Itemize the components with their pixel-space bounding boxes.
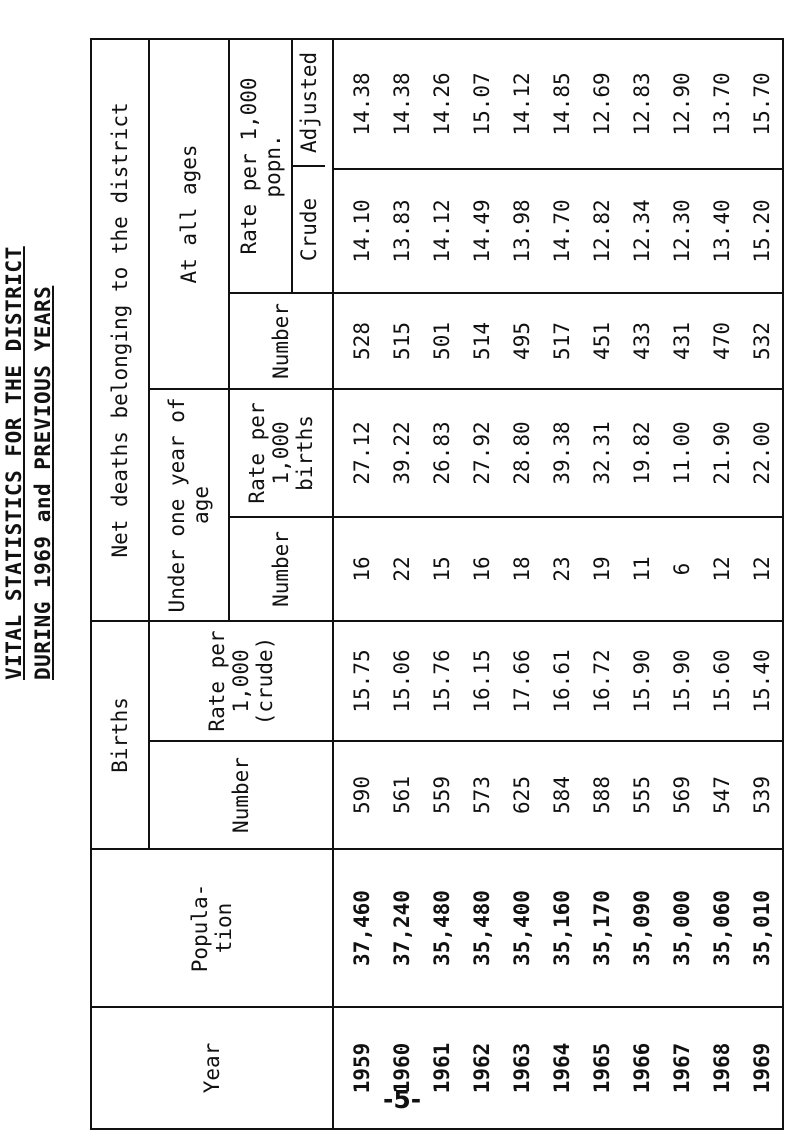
column-births-rate [333, 621, 783, 741]
table-cell-deaths-crude: 14.70 [550, 199, 574, 263]
table-cell-population: 37,240 [390, 890, 414, 966]
title-line-2: DURING 1969 and PREVIOUS YEARS [31, 285, 55, 680]
table-cell-births-number: 590 [350, 776, 374, 814]
table-cell-year: 1965 [590, 1042, 614, 1094]
table-cell-infant-number: 22 [390, 556, 414, 582]
table-cell-deaths-number: 514 [470, 322, 494, 360]
table-cell-population: 37,460 [350, 890, 374, 966]
column-births-number [333, 741, 783, 849]
table-cell-infant-number: 11 [630, 556, 654, 582]
table-cell-population: 35,090 [630, 890, 654, 966]
table-cell-year: 1961 [430, 1042, 454, 1094]
table-cell-deaths-adjusted: 14.85 [550, 72, 574, 136]
table-cell-deaths-number: 515 [390, 322, 414, 360]
table-cell-population: 35,160 [550, 890, 574, 966]
table-cell-deaths-number: 532 [750, 322, 774, 360]
header-births-number: Number [149, 741, 333, 849]
table-cell-births-number: 625 [510, 776, 534, 814]
table-cell-births-rate: 16.61 [550, 649, 574, 713]
table-cell-births-number: 569 [670, 776, 694, 814]
table-cell-deaths-number: 517 [550, 322, 574, 360]
table-cell-infant-rate: 22.00 [750, 421, 774, 485]
table-cell-deaths-adjusted: 14.38 [390, 72, 414, 136]
header-births-rate: Rate per 1,000 (crude) [149, 621, 333, 741]
table-cell-population: 35,480 [430, 890, 454, 966]
data-body-row [333, 39, 783, 1129]
table-cell-deaths-number: 528 [350, 322, 374, 360]
table-cell-deaths-adjusted: 12.90 [670, 72, 694, 136]
table-cell-infant-rate: 39.38 [550, 421, 574, 485]
column-infant-rate [333, 389, 783, 517]
column-population [333, 849, 783, 1007]
table-cell-births-rate: 15.90 [670, 649, 694, 713]
table-cell-deaths-adjusted: 15.70 [750, 72, 774, 136]
page-number: -5- [383, 1085, 422, 1114]
table-cell-births-rate: 15.76 [430, 649, 454, 713]
table-cell-births-rate: 15.40 [750, 649, 774, 713]
table-cell-deaths-crude: 15.20 [750, 199, 774, 263]
table-cell-deaths-crude: 12.30 [670, 199, 694, 263]
table-cell-births-rate: 15.90 [630, 649, 654, 713]
table-cell-deaths-crude: 14.10 [350, 199, 374, 263]
header-births: Births [91, 621, 149, 849]
table-cell-year: 1969 [750, 1042, 774, 1094]
table-cell-infant-rate: 28.80 [510, 421, 534, 485]
table-cell-deaths-adjusted: 14.38 [350, 72, 374, 136]
table-cell-year: 1962 [470, 1042, 494, 1094]
table-cell-deaths-adjusted: 12.83 [630, 72, 654, 136]
header-infant-number: Number [229, 517, 333, 621]
table-cell-births-number: 547 [710, 776, 734, 814]
table-cell-infant-rate: 26.83 [430, 421, 454, 485]
table-cell-deaths-crude: 14.49 [470, 199, 494, 263]
table-cell-deaths-number: 433 [630, 322, 654, 360]
table-cell-births-number: 584 [550, 776, 574, 814]
table-cell-population: 35,480 [470, 890, 494, 966]
header-deaths-number: Number [229, 293, 333, 389]
column-deaths-number [333, 293, 783, 389]
header-crude: Crude [293, 165, 325, 292]
table-cell-deaths-adjusted: 14.12 [510, 72, 534, 136]
table-cell-infant-number: 23 [550, 556, 574, 582]
table-cell-deaths-number: 431 [670, 322, 694, 360]
vital-statistics-table [90, 38, 784, 1130]
statistics-table-container [90, 40, 774, 1130]
table-cell-births-number: 561 [390, 776, 414, 814]
table-cell-deaths-crude: 13.98 [510, 199, 534, 263]
table-cell-infant-number: 16 [470, 556, 494, 582]
column-deaths-adjusted [333, 39, 783, 169]
table-cell-year: 1968 [710, 1042, 734, 1094]
table-cell-births-rate: 16.15 [470, 649, 494, 713]
table-cell-births-rate: 15.06 [390, 649, 414, 713]
header-adjusted: Adjusted [297, 51, 321, 154]
table-cell-population: 35,170 [590, 890, 614, 966]
table-cell-year: 1966 [630, 1042, 654, 1094]
header-all-ages: At all ages [149, 39, 229, 389]
table-cell-year: 1963 [510, 1042, 534, 1094]
table-cell-infant-rate: 11.00 [670, 421, 694, 485]
table-cell-year: 1967 [670, 1042, 694, 1094]
table-cell-infant-number: 18 [510, 556, 534, 582]
column-infant-number [333, 517, 783, 621]
table-cell-deaths-adjusted: 12.69 [590, 72, 614, 136]
header-population: Popula- tion [91, 849, 333, 1007]
table-cell-births-number: 539 [750, 776, 774, 814]
table-cell-year: 1964 [550, 1042, 574, 1094]
header-net-deaths: Net deaths belonging to the district [91, 39, 149, 621]
table-cell-infant-number: 15 [430, 556, 454, 582]
header-under-one-year: Under one year of age [149, 389, 229, 621]
table-cell-births-number: 588 [590, 776, 614, 814]
table-cell-infant-number: 16 [350, 556, 374, 582]
table-cell-infant-rate: 27.12 [350, 421, 374, 485]
table-cell-population: 35,010 [750, 890, 774, 966]
table-cell-deaths-number: 451 [590, 322, 614, 360]
table-cell-births-number: 555 [630, 776, 654, 814]
table-cell-infant-number: 6 [670, 562, 694, 576]
table-cell-deaths-crude: 13.40 [710, 199, 734, 263]
table-cell-births-rate: 15.75 [350, 649, 374, 713]
table-cell-deaths-crude: 12.34 [630, 199, 654, 263]
table-cell-births-rate: 17.66 [510, 649, 534, 713]
table-cell-deaths-crude: 12.82 [590, 199, 614, 263]
table-cell-population: 35,060 [710, 890, 734, 966]
title-line-1: VITAL STATISTICS FOR THE DISTRICT [2, 246, 26, 680]
table-cell-infant-rate: 27.92 [470, 421, 494, 485]
table-cell-population: 35,400 [510, 890, 534, 966]
table-cell-infant-number: 12 [750, 556, 774, 582]
table-cell-infant-rate: 21.90 [710, 421, 734, 485]
table-cell-infant-rate: 39.22 [390, 421, 414, 485]
table-cell-births-number: 573 [470, 776, 494, 814]
table-cell-infant-rate: 19.82 [630, 421, 654, 485]
table-cell-deaths-adjusted: 14.26 [430, 72, 454, 136]
table-cell-deaths-crude: 14.12 [430, 199, 454, 263]
header-infant-rate: Rate per 1,000 births [229, 389, 333, 517]
table-cell-year: 1960 [390, 1042, 414, 1094]
table-cell-deaths-adjusted: 13.70 [710, 72, 734, 136]
header-rate-per-1000-popn: Rate per 1,000 popn. Crude Adjusted [229, 39, 333, 293]
table-cell-births-number: 559 [430, 776, 454, 814]
table-cell-deaths-number: 495 [510, 322, 534, 360]
table-cell-deaths-adjusted: 15.07 [470, 72, 494, 136]
column-deaths-crude [333, 169, 783, 293]
table-cell-infant-number: 19 [590, 556, 614, 582]
table-cell-births-rate: 16.72 [590, 649, 614, 713]
table-cell-year: 1959 [350, 1042, 374, 1094]
table-cell-deaths-crude: 13.83 [390, 199, 414, 263]
table-cell-deaths-number: 470 [710, 322, 734, 360]
table-cell-births-rate: 15.60 [710, 649, 734, 713]
table-cell-population: 35,000 [670, 890, 694, 966]
table-cell-deaths-number: 501 [430, 322, 454, 360]
page-title [0, 246, 58, 680]
header-year: Year [91, 1007, 333, 1129]
table-cell-infant-rate: 32.31 [590, 421, 614, 485]
table-cell-infant-number: 12 [710, 556, 734, 582]
